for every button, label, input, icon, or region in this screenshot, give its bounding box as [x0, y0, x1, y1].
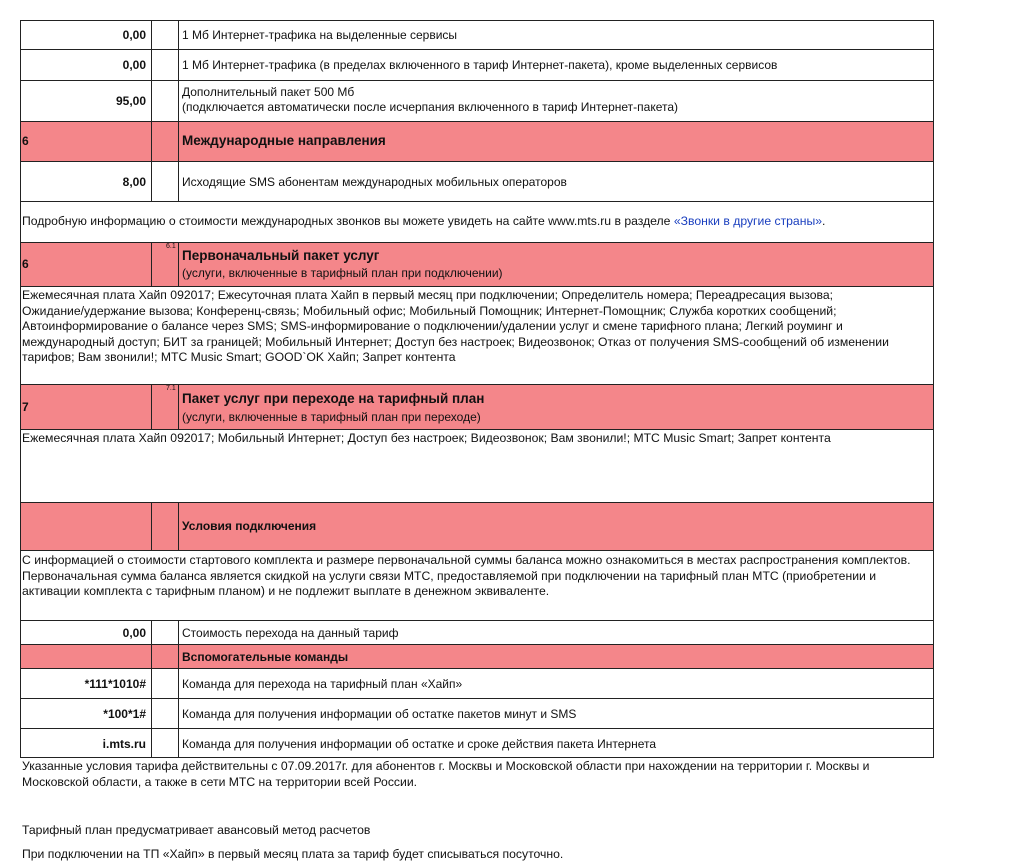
footer-line: Московской области, а также в сети МТС на территории всей России.	[22, 774, 418, 789]
initial-package-line: тарифов; Вам звонили!; МТС Music Smart; GOOD`OK Хайп; Запрет контента	[22, 350, 456, 364]
r3-desc-line2: (подключается автоматически после исчерпания включенного в тариф Интернет-пакета)	[182, 100, 679, 114]
command-desc: Команда для получения информации об остатке пакетов минут и SMS	[182, 707, 577, 721]
r5-value: 8,00	[122, 175, 146, 189]
section-6-1-sup: 6.1	[166, 243, 176, 250]
r3-value: 95,00	[115, 94, 146, 108]
transition-package-text: Ежемесячная плата Хайп 092017; Мобильный Интернет; Доступ без настроек; Видеозвонок; Вам звонили!; МТС Music Smart; Запрет контента	[22, 431, 831, 445]
footer-daily-charge: При подключении на ТП «Хайп» в первый месяц плата за тариф будет списываться посуточно.	[22, 847, 564, 861]
section-7-1-subtitle: (услуги, включенные в тарифный план при переходе)	[182, 410, 481, 424]
r2-desc: 1 Мб Интернет-трафика (в пределах включенного в тариф Интернет-пакета), кроме выделенных сервисов	[182, 58, 778, 72]
switch-cost-value: 0,00	[122, 626, 146, 640]
command-code: i.mts.ru	[102, 737, 146, 751]
r1-desc: 1 Мб Интернет-трафика на выделенные сервисы	[182, 28, 458, 42]
conditions-line: активации комплекта с тарифным планом) и не подлежит выплате в денежном эквиваленте.	[22, 584, 550, 598]
section-6-1-title: Первоначальный пакет услуг	[182, 248, 380, 263]
section-6-number: 6	[22, 134, 29, 148]
section-6-1-number: 6	[22, 257, 29, 271]
section-6-title: Международные направления	[182, 133, 386, 148]
r3-desc-line1: Дополнительный пакет 500 Мб	[182, 85, 355, 99]
commands-title: Вспомогательные команды	[182, 650, 349, 664]
r2-value: 0,00	[122, 58, 146, 72]
initial-package-line: международный доступ; БИТ за границей; Мобильный Интернет; Доступ без настроек; Видеозвонок; Отказ от получения SMS-сообщений об изменении	[22, 334, 889, 349]
initial-package-line: Ежемесячная плата Хайп 092017; Ежесуточная плата Хайп в первый месяц при подключении; Определитель номера; Переадресация вызова;	[22, 288, 834, 302]
command-code: *111*1010#	[84, 677, 146, 691]
footer-payment-method: Тарифный план предусматривает авансовый метод расчетов	[22, 823, 371, 837]
commands-band	[20, 644, 934, 668]
section-7-1-sup: 7.1	[166, 385, 176, 392]
conditions-band	[20, 502, 934, 550]
footer-validity	[22, 759, 927, 790]
section-7-number: 7	[22, 400, 29, 414]
conditions-title: Условия подключения	[182, 519, 317, 533]
command-desc: Команда для перехода на тарифный план «Хайп»	[182, 677, 463, 691]
intl-calls-link[interactable]: «Звонки в другие страны»	[673, 214, 822, 228]
initial-package-line: Ожидание/удержание вызова; Конференц-связь; Мобильный офис; Мобильный Помощник; Интернет-Помощник; Служба коротких сообщений;	[22, 303, 837, 318]
intl-note-text: Подробную информацию о стоимости международных звонков вы можете увидеть на сайте www.mts.ru в разделе	[22, 214, 674, 228]
command-desc: Команда для получения информации об остатке и сроке действия пакета Интернета	[182, 737, 657, 751]
intl-note	[22, 214, 927, 230]
intl-note-tail: .	[821, 214, 826, 228]
initial-package-line: Автоинформирование о балансе через SMS; SMS-информирование о подключении/удалении услуг и смене тарифного плана; Легкий роуминг и	[22, 319, 843, 333]
footer-line: Указанные условия тарифа действительны с 07.09.2017г. для абонентов г. Москвы и Московской области при нахождении на территории г. Москвы и	[22, 759, 870, 773]
conditions-text	[22, 553, 927, 600]
initial-package-text	[22, 288, 927, 366]
r5-desc: Исходящие SMS абонентам международных мобильных операторов	[182, 175, 567, 189]
conditions-line: С информацией о стоимости стартового комплекта и размере первоначальной суммы баланса можно ознакомиться в местах распространения комплектов.	[22, 553, 911, 567]
r1-value: 0,00	[122, 28, 146, 42]
switch-cost-desc: Стоимость перехода на данный тариф	[182, 626, 399, 640]
section-6-band	[20, 121, 934, 161]
section-6-1-subtitle: (услуги, включенные в тарифный план при подключении)	[182, 266, 503, 280]
command-code: *100*1#	[103, 707, 146, 721]
conditions-line: Первоначальная сумма баланса является скидкой на услуги связи МТС, предоставляемой при подключении на тарифный план МТС (приобретении и	[22, 568, 877, 583]
section-7-1-title: Пакет услуг при переходе на тарифный план	[182, 391, 485, 406]
